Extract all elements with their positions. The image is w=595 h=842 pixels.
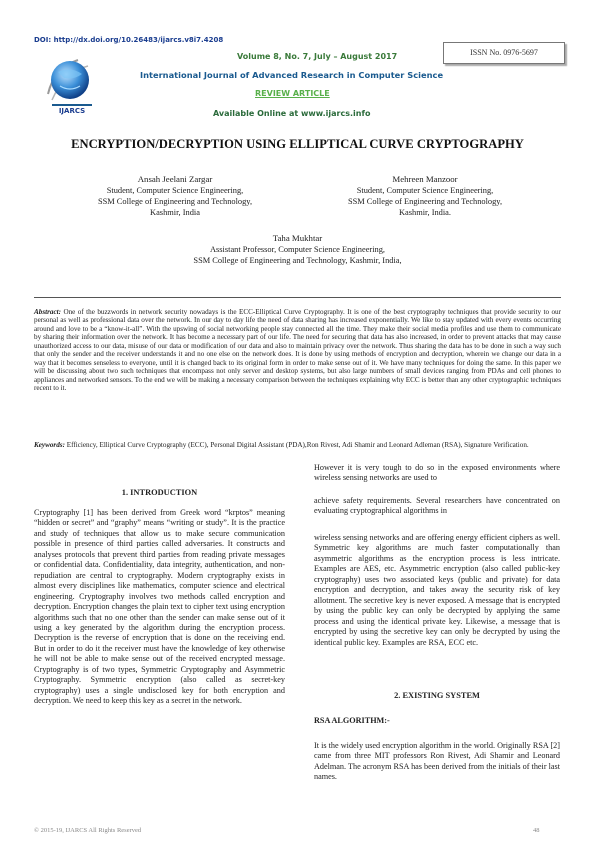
author-location: Kashmir, India xyxy=(150,208,200,217)
author-affiliation: SSM College of Engineering and Technology, xyxy=(97,197,253,206)
section-heading-introduction: 1. INTRODUCTION xyxy=(121,488,198,497)
paragraph: However it is very tough to do so in the exposed environments where wireless sensing networks are used to xyxy=(314,463,560,483)
author-location: Kashmir, India. xyxy=(399,208,451,217)
keywords xyxy=(34,441,561,449)
article-type: REVIEW ARTICLE xyxy=(255,89,330,98)
author-role: Student, Computer Science Engineering, xyxy=(106,186,244,195)
author-affiliation: SSM College of Engineering and Technology, Kashmir, India, xyxy=(193,256,402,265)
author-role: Assistant Professor, Computer Science Engineering, xyxy=(209,245,386,254)
doi-link[interactable]: DOI: http://dx.doi.org/10.26483/ijarcs.v8i7.4208 xyxy=(34,36,224,44)
author-1 xyxy=(55,174,295,218)
footer-copyright: © 2015-19, IJARCS All Rights Reserved xyxy=(34,827,142,834)
author-name: Mehreen Manzoor xyxy=(392,174,458,184)
page-number: 48 xyxy=(533,827,540,834)
volume-info: Volume 8, No. 7, July – August 2017 xyxy=(237,52,398,61)
section-heading-existing-system: 2. EXISTING SYSTEM xyxy=(394,691,480,700)
column2-paragraph-1 xyxy=(314,463,560,484)
paragraph: achieve safety requirements. Several researchers have concentrated on evaluating cryptographical algorithms in xyxy=(314,496,560,516)
introduction-body xyxy=(34,508,285,707)
abstract-divider xyxy=(34,297,561,298)
issn-box: ISSN No. 0976-5697 xyxy=(443,42,565,64)
availability-link[interactable]: Available Online at www.ijarcs.info xyxy=(213,109,371,118)
keywords-text: Efficiency, Elliptical Curve Cryptography (ECC), Personal Digital Assistant (PDA),Ron Rivest, Adi Shamir and Leonard Adleman (RSA), Signature Verification. xyxy=(66,441,529,449)
column2-paragraph-2 xyxy=(314,496,560,517)
author-role: Student, Computer Science Engineering, xyxy=(356,186,494,195)
paragraph: Cryptography [1] has been derived from Greek word “krptos” meaning “hidden or secret” and “graphy” means “writing or study”. It is the practice and study of techniques that allow us to make secure communication possible in presence of third parties called adversaries. It constructs and analyses protocols that prevent third parties from reading private messages or confidential data. Confidentiality, data integrity, authentication, and non-repudiation are central to cryptography. Modern cryptography exists in almost every disciplines like mathematics, computer science and electrical engineering. Cryptography involves two methods called encryption and decryption. Encryption changes the plain text to cipher text using encryption algorithms such that no one other than the sender can make sense out of it using a key generated by the algorithm during the encryption process. Decryption is the reverse of encryption that is done on the receiving end. But in order to do it the receiver must have the knowledge of key otherwise he will not be able to make sense out of the received encrypted message. Cryptography is of two types, Symmetric Cryptography and Asymmetric Cryptography. Symmetric encryption (also called as secret-key cryptography) uses a single undisclosed key for both encryption and decryption. We need to keep this key as a secret in the network. xyxy=(34,508,285,706)
author-3 xyxy=(80,233,515,266)
subheading-rsa: RSA ALGORITHM:- xyxy=(314,716,390,725)
column2-paragraph-3 xyxy=(314,533,560,648)
journal-name: International Journal of Advanced Research in Computer Science xyxy=(140,70,444,80)
paragraph: wireless sensing networks and are offering energy efficient ciphers as well. Symmetric key algorithms are much faster computationally than asymmetric algorithms as the encryption process is less intricate. Examples are AES, etc. Asymmetric encryption (also called public-key cryptography) uses two associated keys (public and private) for data encryption and decryption, and takes away the security risk of key allotment. The secretive key is never exposed. A message that is encrypted by using the public key can only be decrypted by applying the same process and using the identical private key. Likewise, a message that is encrypted by using the secretive key can only be decrypted by using the identical public key. Examples are RSA, ECC etc. xyxy=(314,533,560,647)
logo-wordmark: IJARCS xyxy=(58,107,86,115)
abstract-label: Abstract: xyxy=(34,308,61,316)
abstract xyxy=(34,308,561,393)
paragraph: It is the widely used encryption algorithm in the world. Originally RSA [2] came from three MIT professors Ron Rivest, Adi Shamir and Leonard Adelman. The acronym RSA has been derived from the initials of their last names. xyxy=(314,741,560,782)
author-2 xyxy=(305,174,545,218)
abstract-text: One of the buzzwords in network security nowadays is the ECC-Elliptical Curve Cryptography. It is one of the best cryptography techniques that provide security to our personal as well as professional data over the network. In our day to day life the need of data sharing has increased exponentially. We like to stay updated with every events occurring around and love to be a “know-it-all”. With the upswing of social networking people stay connected all the time. They make their social media profiles and use them to communicate by sharing their information over the network. It has become a necessary part of our life. The need for securing that data has also increased, in order to prevent attacks that may cause unauthorized access to our data, misuse of our data or modification of our data and also to maintain privacy over the network. Thus sharing the data has to be done in such a way such that only the sender and the receiver understands it and no one else on the network does. It is done by using methods of encryption and decryption, wherein we change our data in a way that it becomes senseless to everyone, until it is changed back to its original form in order to make sense out of it. We have many techniques for doing the same. In this paper we will be discussing about two such techniques that encompass not only server and desktop systems, but also large numbers of small devices ranging from PDAs and cell phones to appliances and networked sensors. To the end we will be making a necessary comparison between the techniques explaining why ECC is better than any other cryptographic techniques recent to it. xyxy=(34,308,561,393)
column2-paragraph-4 xyxy=(314,741,560,783)
journal-logo xyxy=(42,46,102,118)
paper-title: ENCRYPTION/DECRYPTION USING ELLIPTICAL CURVE CRYPTOGRAPHY xyxy=(71,137,524,151)
keywords-label: Keywords: xyxy=(34,441,65,449)
author-name: Taha Mukhtar xyxy=(272,233,323,243)
author-affiliation: SSM College of Engineering and Technology, xyxy=(347,197,503,206)
author-name: Ansah Jeelani Zargar xyxy=(137,174,213,184)
